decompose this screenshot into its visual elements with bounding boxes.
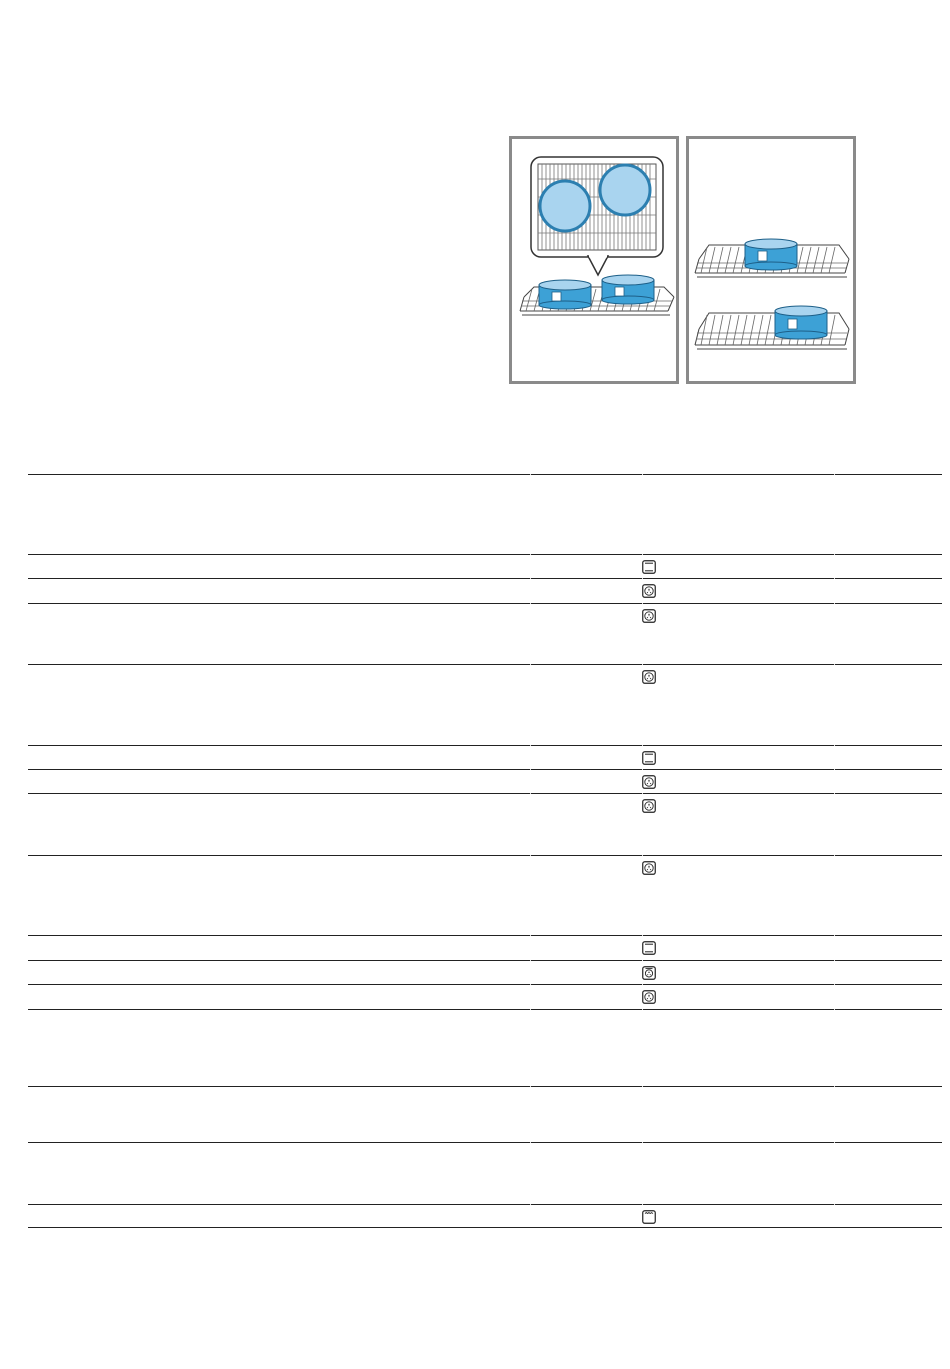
hot-air-icon: [642, 990, 656, 1004]
top-bottom-heating-icon: [642, 941, 656, 955]
column-divider: [530, 1204, 531, 1205]
column-divider: [642, 603, 643, 604]
column-divider: [642, 984, 643, 985]
column-divider: [642, 474, 643, 475]
baking-table: [28, 474, 942, 1228]
hot-air-eco-icon: [642, 966, 656, 980]
table-row: [28, 855, 942, 935]
column-divider: [834, 793, 835, 794]
column-divider: [834, 474, 835, 475]
top-bottom-heating-icon: [642, 751, 656, 765]
table-row: [28, 1204, 942, 1228]
column-divider: [530, 603, 531, 604]
column-divider: [834, 1204, 835, 1205]
column-divider: [834, 745, 835, 746]
column-divider: [642, 1086, 643, 1087]
column-divider: [834, 855, 835, 856]
column-divider: [530, 984, 531, 985]
column-divider: [642, 1142, 643, 1143]
two-shelves-drawing: [689, 139, 853, 381]
column-divider: [642, 664, 643, 665]
column-divider: [530, 769, 531, 770]
column-divider: [530, 960, 531, 961]
column-divider: [834, 1009, 835, 1010]
top-bottom-heating-icon: [642, 560, 656, 574]
column-divider: [642, 1009, 643, 1010]
table-row: [28, 769, 942, 793]
hot-air-icon: [642, 775, 656, 789]
hot-air-icon: [642, 799, 656, 813]
column-divider: [642, 935, 643, 936]
table-row: [28, 1086, 942, 1142]
column-divider: [530, 578, 531, 579]
column-divider: [530, 935, 531, 936]
column-divider: [834, 578, 835, 579]
column-divider: [530, 1009, 531, 1010]
table-row: [28, 578, 942, 603]
illustration-two-shelves: [686, 136, 856, 384]
hot-air-icon: [642, 670, 656, 684]
column-divider: [530, 554, 531, 555]
table-row: [28, 984, 942, 1009]
column-divider: [834, 664, 835, 665]
column-divider: [834, 1086, 835, 1087]
table-row: [28, 745, 942, 769]
hot-air-icon: [642, 861, 656, 875]
column-divider: [530, 745, 531, 746]
column-divider: [834, 935, 835, 936]
column-divider: [642, 554, 643, 555]
column-divider: [834, 769, 835, 770]
one-shelf-drawing: [512, 139, 676, 381]
column-divider: [530, 1086, 531, 1087]
column-divider: [642, 855, 643, 856]
column-divider: [834, 984, 835, 985]
column-divider: [834, 1142, 835, 1143]
table-row: [28, 1142, 942, 1204]
table-row: [28, 1009, 942, 1086]
column-divider: [642, 769, 643, 770]
table-row: [28, 793, 942, 855]
top-heating-icon: [642, 1210, 656, 1224]
column-divider: [642, 793, 643, 794]
hot-air-icon: [642, 584, 656, 598]
table-row: [28, 960, 942, 984]
illustration-one-shelf: [509, 136, 679, 384]
table-row: [28, 664, 942, 745]
table-row: [28, 935, 942, 960]
column-divider: [530, 1142, 531, 1143]
table-row: [28, 474, 942, 554]
column-divider: [530, 474, 531, 475]
column-divider: [642, 745, 643, 746]
column-divider: [642, 1204, 643, 1205]
column-divider: [530, 793, 531, 794]
column-divider: [834, 554, 835, 555]
column-divider: [530, 664, 531, 665]
table-row: [28, 603, 942, 664]
column-divider: [834, 603, 835, 604]
column-divider: [834, 960, 835, 961]
column-divider: [642, 960, 643, 961]
column-divider: [530, 855, 531, 856]
column-divider: [642, 578, 643, 579]
hot-air-icon: [642, 609, 656, 623]
table-row: [28, 554, 942, 578]
